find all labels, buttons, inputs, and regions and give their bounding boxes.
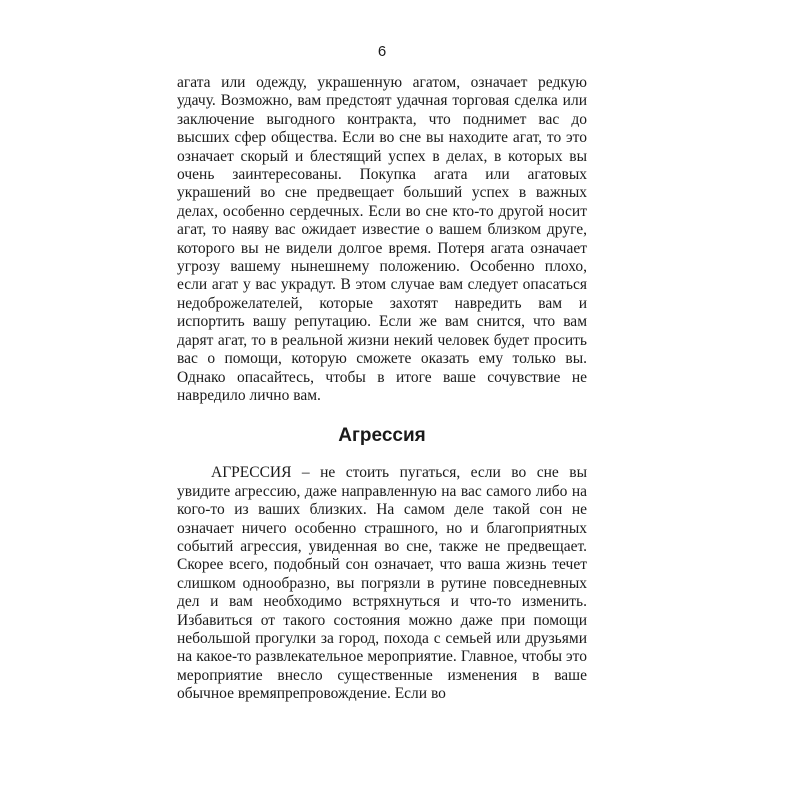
aggression-paragraph: АГРЕССИЯ – не стоить пугаться, если во сне вы увидите агрессию, даже направленную на вас самого либо на кого-то из ваших близких. На самом деле такой сон не означает ничего особенно страшного, но и благоприятных событий агрессия, увиденная во сне, также не предвещает. Скорее всего, подобный сон означает, что ваша жизнь течет слишком однообразно, вы погрязли в рутине повседневных дел и вам необходимо встряхнуться и что-то изменить. Избавиться от такого состояния можно даже при помощи небольшой прогулки за город, похода с семьей или друзьями на какое-то развлекательное мероприятие. Главное, чтобы это мероприятие внесло существенные изменения в ваше обычное времяпрепровождение. Если во	[177, 464, 587, 703]
agate-paragraph: агата или одежду, украшенную агатом, означает редкую удачу. Возможно, вам предстоят удачная торговая сделка или заключение выгодного контракта, что поднимет вас до высших сфер общества. Если во сне вы находите агат, то это означает скорый и блестящий успех в делах, в которых вы очень заинтересованы. Покупка агата или агатовых украшений во сне предвещает больший успех в важных делах, особенно сердечных. Если во сне кто-то другой носит агат, то наяву вас ожидает известие о вашем близком друге, которого вы не видели долгое время. Потеря агата означает угрозу вашему нынешнему положению. Особенно плохо, если агат у вас украдут. В этом случае вам следует опасаться недоброжелателей, которые захотят навредить вам и испортить вашу репутацию. Если же вам снится, что вам дарят агат, то в реальной жизни некий человек будет просить вас о помощи, которую сможете оказать ему только вы. Однако опасайтесь, чтобы в итоге ваше сочувствие не навредило лично вам.	[177, 74, 587, 404]
page-number: 6	[377, 43, 387, 60]
book-page	[177, 40, 587, 704]
section-heading-aggression: Агрессия	[338, 425, 426, 447]
